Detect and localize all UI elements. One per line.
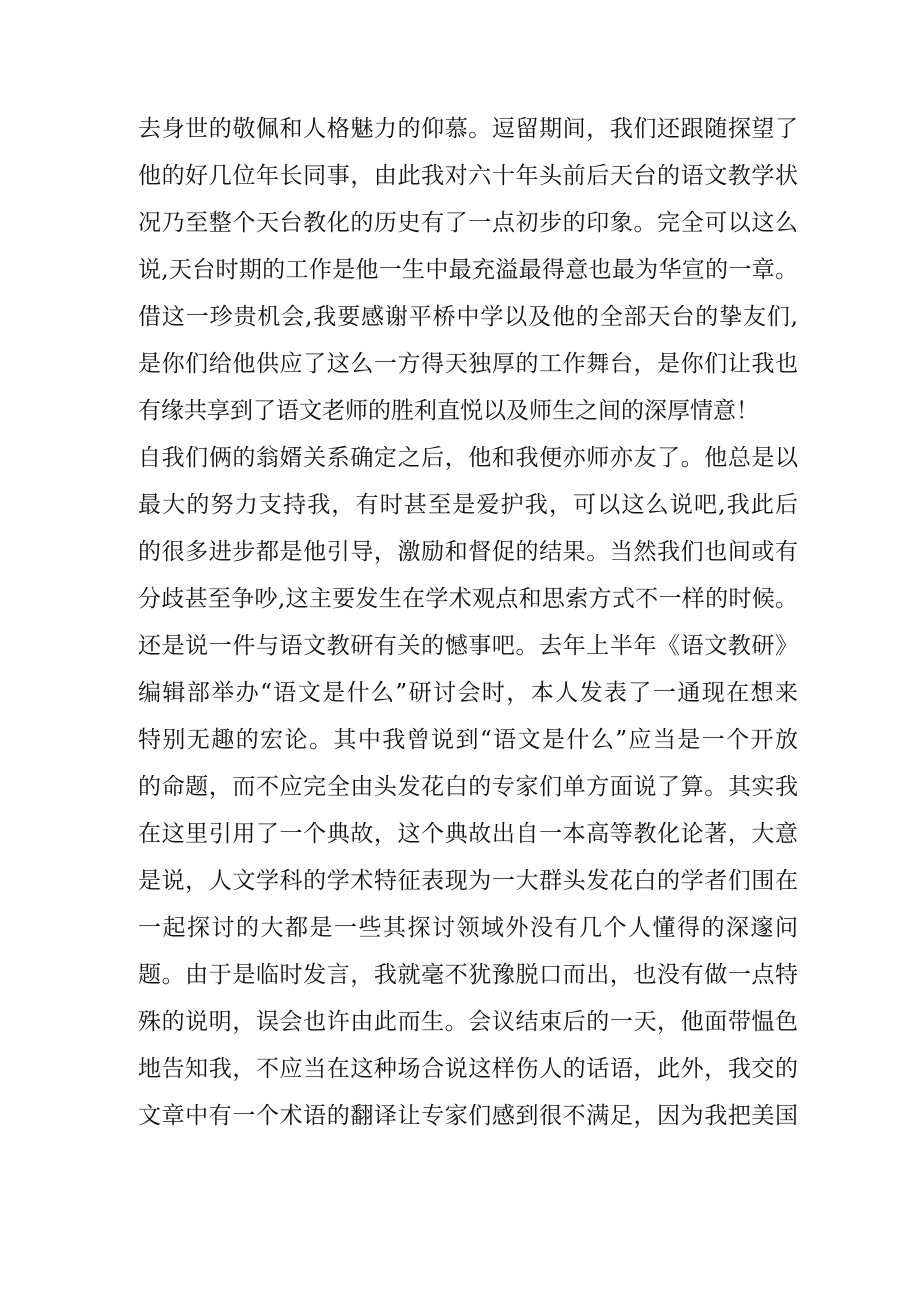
text-line: 他的好几位年长同事，由此我对六十年头前后天台的语文教学状 xyxy=(138,163,798,189)
text-line: 的命题，而不应完全由头发花白的专家们单方面说了算。其实我 xyxy=(138,774,798,800)
text-line: 编辑部举办“语文是什么”研讨会时，本人发表了一通现在想来 xyxy=(138,680,798,706)
text-line: 的很多进步都是他引导，激励和督促的结果。当然我们也间或有 xyxy=(138,539,798,565)
text-line: 最大的努力支持我，有时甚至是爱护我，可以这么说吧,我此后 xyxy=(138,492,798,518)
text-line: 题。由于是临时发言，我就毫不犹豫脱口而出，也没有做一点特 xyxy=(138,962,798,988)
text-line: 地告知我，不应当在这种场合说这样伤人的话语，此外，我交的 xyxy=(138,1056,798,1082)
text-line: 分歧甚至争吵,这主要发生在学术观点和思索方式不一样的时候。 xyxy=(138,586,798,612)
text-line: 说,天台时期的工作是他一生中最充溢最得意也最为华宣的一章。 xyxy=(138,257,798,283)
text-line: 是你们给他供应了这么一方得天独厚的工作舞台，是你们让我也 xyxy=(138,351,798,377)
text-line: 文章中有一个术语的翻译让专家们感到很不满足，因为我把美国 xyxy=(138,1103,798,1129)
text-line: 是说，人文学科的学术特征表现为一大群头发花白的学者们围在 xyxy=(138,868,798,894)
text-line: 况乃至整个天台教化的历史有了一点初步的印象。完全可以这么 xyxy=(138,210,798,236)
text-line: 特别无趣的宏论。其中我曾说到“语文是什么”应当是一个开放 xyxy=(138,727,798,753)
text-line: 在这里引用了一个典故，这个典故出自一本高等教化论著，大意 xyxy=(138,821,798,847)
text-line: 借这一珍贵机会,我要感谢平桥中学以及他的全部天台的挚友们, xyxy=(138,304,798,330)
text-line: 还是说一件与语文教研有关的憾事吧。去年上半年《语文教研》 xyxy=(138,633,798,659)
text-line: 自我们俩的翁婿关系确定之后，他和我便亦师亦友了。他总是以 xyxy=(138,445,798,471)
text-line: 殊的说明，误会也许由此而生。会议结束后的一天，他面带愠色 xyxy=(138,1009,798,1035)
text-line: 有缘共享到了语文老师的胜利直悦以及师生之间的深厚情意！ xyxy=(138,398,759,424)
text-line: 去身世的敬佩和人格魅力的仰慕。逗留期间，我们还跟随探望了 xyxy=(138,116,798,142)
text-line: 一起探讨的大都是一些其探讨领域外没有几个人懂得的深邃问 xyxy=(138,915,798,941)
body-text xyxy=(138,106,798,1140)
